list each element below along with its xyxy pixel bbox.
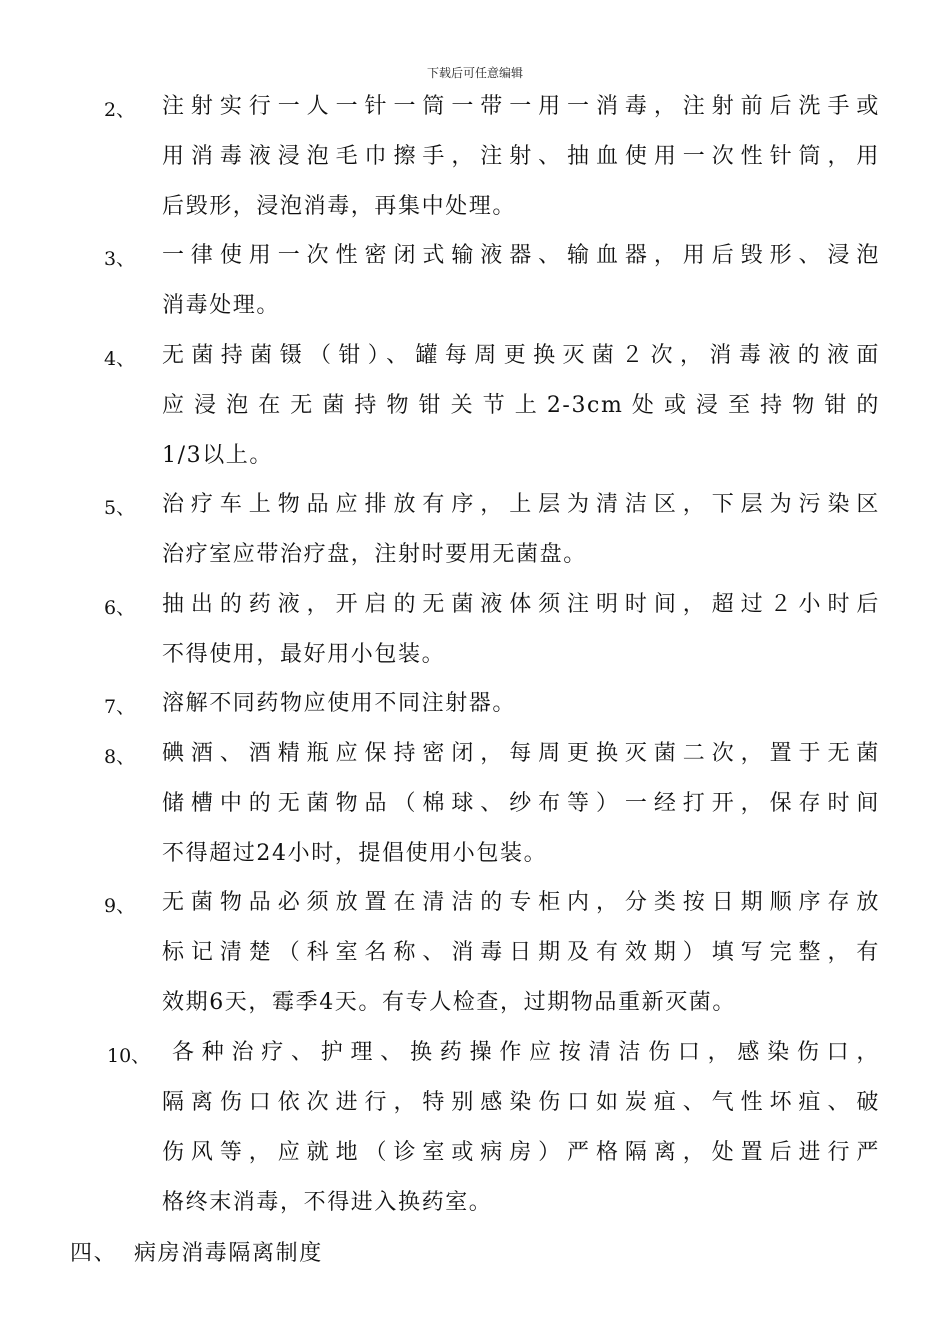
item-text-line: 不得超过24小时，提倡使用小包装。 — [162, 841, 548, 866]
section-heading — [70, 1241, 323, 1267]
item-text-line: 后毁形，浸泡消毒，再集中处理。 — [162, 194, 517, 219]
item-number: 4、 — [104, 348, 136, 370]
item-text-line: 抽出的药液，开启的无菌液体须注明时间，超过２小时后 — [162, 592, 880, 617]
item-number: 10、 — [107, 1045, 151, 1067]
item-text-line: 标记清楚（科室名称、消毒日期及有效期）填写完整，有 — [162, 940, 880, 965]
item-text-line: 不得使用，最好用小包装。 — [162, 642, 446, 667]
item-text-line: 1/3以上。 — [162, 443, 274, 468]
section-title: 病房消毒隔离制度 — [134, 1241, 323, 1266]
item-text-line: 效期6天，霉季4天。有专人检查，过期物品重新灭菌。 — [162, 990, 736, 1015]
item-text-line: 无菌物品必须放置在清洁的专柜内，分类按日期顺序存放 — [162, 890, 880, 915]
item-text-line: 消毒处理。 — [162, 293, 281, 318]
item-number: 7、 — [104, 696, 136, 718]
item-number: 2、 — [104, 99, 136, 121]
page-header: 下载后可任意编辑 — [426, 66, 523, 80]
item-text-line: 隔离伤口依次进行，特别感染伤口如炭疽、气性坏疽、破 — [162, 1090, 880, 1115]
item-text-line: 一律使用一次性密闭式输液器、输血器，用后毁形、浸泡 — [162, 243, 880, 268]
item-text-line: 用消毒液浸泡毛巾擦手，注射、抽血使用一次性针筒，用 — [162, 144, 880, 169]
item-text-line: 伤风等，应就地（诊室或病房）严格隔离，处置后进行严 — [162, 1140, 880, 1165]
item-text-line: 碘酒、酒精瓶应保持密闭，每周更换灭菌二次，置于无菌 — [162, 741, 880, 766]
item-text-line: 储槽中的无菌物品（棉球、纱布等）一经打开，保存时间 — [162, 791, 880, 816]
item-text-line: 溶解不同药物应使用不同注射器。 — [162, 691, 517, 716]
item-number: 9、 — [104, 895, 136, 917]
item-text-line: 格终末消毒，不得进入换药室。 — [162, 1190, 493, 1215]
item-text-line: 无菌持菌镊（钳）、罐每周更换灭菌２次，消毒液的液面 — [162, 343, 880, 368]
section-number: 四、 — [70, 1241, 118, 1266]
item-text-line: 各种治疗、护理、换药操作应按清洁伤口，感染伤口， — [172, 1040, 880, 1065]
item-number: 8、 — [104, 746, 136, 768]
item-text-line: 治疗车上物品应排放有序，上层为清洁区，下层为污染区 — [162, 492, 880, 517]
item-text-line: 注射实行一人一针一筒一带一用一消毒，注射前后洗手或 — [162, 94, 880, 119]
item-number: 5、 — [104, 497, 136, 519]
item-text-line: 治疗室应带治疗盘，注射时要用无菌盘。 — [162, 542, 587, 567]
item-text-line: 应浸泡在无菌持物钳关节上2-3cm处或浸至持物钳的 — [162, 393, 880, 418]
item-number: 6、 — [104, 597, 136, 619]
item-number: 3、 — [104, 248, 136, 270]
